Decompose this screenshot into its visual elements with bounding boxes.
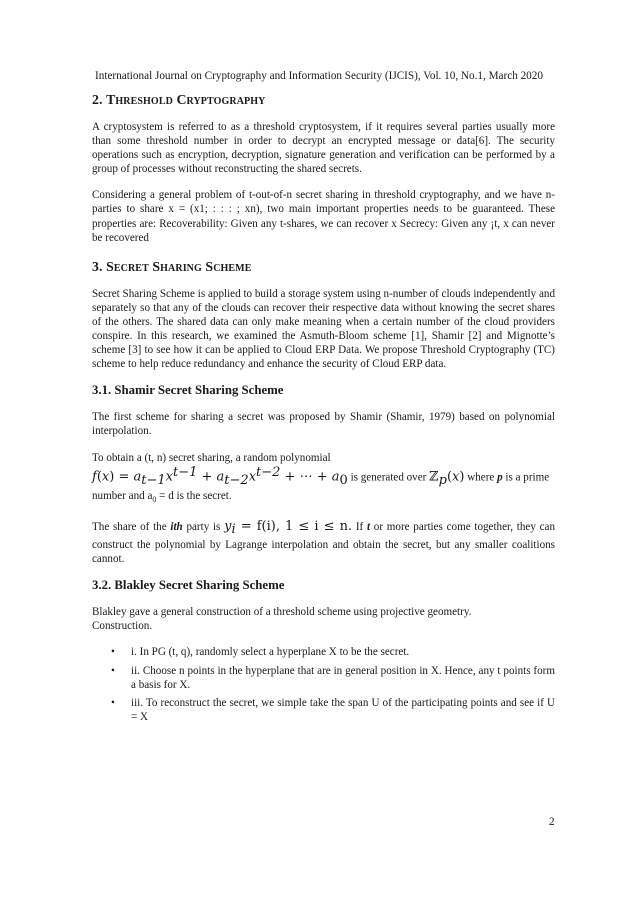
list-item: • i. In PG (t, q), randomly select a hyperplane X to be the secret.: [111, 646, 410, 659]
section-2-title: Threshold Cryptography: [106, 92, 266, 107]
prime-text: is a prime: [502, 471, 550, 484]
polynomial-line: $f(x) = a_{t-1}x^{t-1} + a_{t-2}x^{t-2}$ + ⋯ + $a_0$ is generated over ℤ$_p$(x) where p is a prime: [92, 464, 550, 488]
where-text: where: [467, 471, 498, 484]
section-3-heading: [92, 259, 555, 275]
section-2-heading: [92, 92, 555, 108]
subsection-3-1-paragraph-1: The first scheme for sharing a secret was proposed by Shamir (Shamir, 1979) based on polynomial interpolation.: [92, 411, 555, 438]
construction-steps-list: [92, 645, 555, 723]
section-2-paragraph-2: Considering a general problem of t-out-of-n secret sharing in threshold cryptography, and we have n-parties to share x = (x1; : : : ; xn), two main important properties needs to be guaranteed. These properties are: Recoverability: Given any t-shares, we can recover x Secrecy: Given any ¡t, x can never be recovered: [92, 189, 555, 244]
share-formula: y: [224, 518, 232, 534]
polynomial-intro: To obtain a (t, n) secret sharing, a random polynomial: [92, 451, 331, 464]
share-paragraph: The share of the ith party is $y_i = f(i)$, 1 ≤ i ≤ n. If t or more parties come together, they can construct the polynomial by Lagrange interpolation and obtain the secret, but any smaller coalitions cannot.: [92, 518, 555, 566]
section-2-number: 2.: [92, 92, 103, 107]
list-item: • iii. To reconstruct the secret, we simple take the span U of the participating points and see if U = X: [111, 696, 555, 723]
bullet-icon: •: [111, 696, 115, 709]
section-3-title: Secret Sharing Scheme: [106, 258, 252, 274]
generated-text: is generated over: [350, 471, 430, 484]
list-item: • ii. Choose n points in the hyperplane that are in general position in X. Hence, any t points form a basis for X.: [111, 664, 555, 691]
zp-symbol: ℤ: [429, 469, 439, 485]
subsection-3-2-paragraph-1: Blakley gave a general construction of a threshold scheme using projective geometry. Construction.: [92, 606, 472, 633]
section-2-paragraph-1: A cryptosystem is referred to as a threshold cryptosystem, if it requires several parties usually more than some threshold number in order to decrypt an encrypted message or data[6]. The security operations such as encryption, decryption, signature generation and verification can be performed by a group of processes without reconstructing the shared secrets.: [92, 121, 555, 176]
running-header: International Journal on Cryptography and Information Security (IJCIS), Vol. 10, No.1, March 2020: [95, 70, 543, 82]
bullet-icon: •: [111, 664, 115, 677]
secret-definition-line: number and $a_0 = d$ is the secret.: [92, 489, 232, 504]
polynomial-formula: f: [92, 469, 97, 485]
section-3-paragraph-1: Secret Sharing Scheme is applied to build a storage system using n-number of clouds independently and separately so that any of the clouds can recover their respective data without knowing the secret shares of the others. The shared data can only make meaning when a certain number of the cloud providers conspire. In this research, we examined the Asmuth-Bloom scheme [1], Shamir [2] and Mignotte’s scheme [3] to see how it can be applied to Cloud ERP Data. We propose Threshold Cryptography (TC) scheme to help reduce redundancy and enhance the security of Cloud ERP data.: [92, 287, 555, 371]
section-3-number: 3.: [92, 258, 103, 274]
subsection-3-1-heading: 3.1. Shamir Secret Sharing Scheme: [92, 383, 284, 398]
main-content: [92, 92, 555, 728]
p-symbol: p: [497, 471, 503, 484]
subsection-3-2-heading: 3.2. Blakley Secret Sharing Scheme: [92, 578, 285, 593]
bullet-icon: •: [111, 646, 115, 659]
page-number: 2: [549, 816, 555, 828]
